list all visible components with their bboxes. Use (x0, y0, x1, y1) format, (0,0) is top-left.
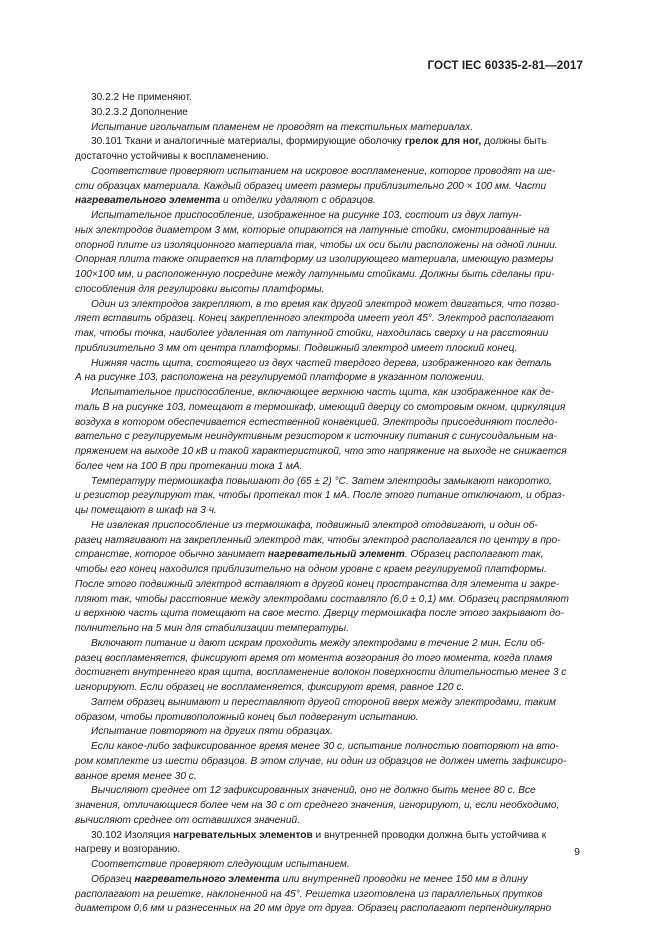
text-run: нагревательного элемента (134, 873, 280, 885)
text-run: Испытательное приспособление, включающее верхнюю часть щита, как изображенное как де- (91, 387, 555, 398)
text-run: 30.101 Ткани и аналогичные материалы, формирующие оболочку (91, 136, 405, 148)
text-run: достигнет внутреннего края щита, воспламенение волокон поверхности длительностью менее 3 с (75, 667, 567, 679)
text-run: более чем на 100 В при протекании тока 1 мА. (75, 460, 303, 472)
text-line (75, 578, 583, 593)
text-line (91, 519, 583, 534)
text-line (91, 784, 583, 799)
text-run: нагревательных элементов (173, 829, 313, 841)
text-run: Испытательное приспособление, изображенное на рисунке 103, состоит из двух латун- (91, 210, 522, 221)
text-run: Если какое-либо зафиксированное время менее 30 с, испытание полностью повторяют на вто- (91, 741, 559, 752)
text-line (91, 209, 583, 224)
text-run: таль В на рисунке 103, помещают в термошкаф, имеющий дверцу со смотровым окном, циркуляция (75, 401, 566, 413)
text-line (75, 327, 583, 342)
text-run: Нижняя часть щита, состоящего из двух частей твердого дерева, изображенного как деталь (91, 357, 552, 369)
text-run: нагреву и возгоранию. (75, 844, 181, 856)
text-line (91, 475, 583, 490)
text-line (91, 121, 583, 136)
text-line (75, 755, 583, 770)
text-line (75, 902, 583, 917)
text-run: нагревательного элемента (75, 195, 221, 207)
text-run: и внутренней проводки должна быть устойчива к (312, 829, 547, 841)
text-run: должны быть (481, 136, 547, 148)
document-body (75, 91, 583, 917)
text-run: располагают на решетке, наклоненной на 45°. Решетка изготовлена из параллельных прутков (75, 888, 543, 900)
text-line (75, 681, 583, 696)
text-line (91, 696, 583, 711)
text-line (91, 858, 583, 873)
text-run: чтобы его конец находился приблизительно на одном уровне с краем регулируемой платформы. (75, 564, 547, 575)
text-run: Опорная плита также опирается на платформу из изолирующего материала, имеющую размеры (75, 254, 554, 266)
text-line (91, 386, 583, 401)
text-line (91, 135, 583, 150)
text-run: воздуха в котором обеспечивается естественной конвекцией. Электроды присоединяют последо- (75, 416, 558, 428)
text-line (75, 312, 583, 327)
text-run: ванное время менее 30 с. (75, 770, 197, 782)
text-line (75, 445, 583, 460)
text-line (91, 106, 583, 121)
text-line (91, 637, 583, 652)
text-run: Соответствие проверяют следующим испытанием. (91, 859, 350, 870)
text-run: Температуру термошкафа повышают до (65 ± 2) °С. Затем электроды замыкают накоротко, (91, 475, 552, 487)
text-line (75, 652, 583, 667)
text-run: достаточно устойчивы к воспламенению. (75, 151, 269, 162)
text-run: игнорируют. Если образец не воспламеняется, фиксируют время, равное 120 с. (75, 682, 465, 693)
text-run: грелок для ног, (404, 136, 482, 148)
text-run: ляет вставить образец. Конец закрепленного электрода имеет угол 45°. Электрод располагают (75, 313, 554, 325)
text-line (75, 224, 583, 239)
text-line (75, 283, 583, 298)
text-run: разец натягивают на закрепленный электрод так, чтобы электрод располагался по центру в про- (75, 534, 561, 546)
text-run: Испытание повторяют на других пяти образцах. (91, 726, 333, 738)
text-line (75, 460, 583, 475)
text-line (75, 593, 583, 608)
text-run: 30.2.2 Не применяют. (91, 92, 192, 103)
text-run: и отделки удаляют с образцов. (220, 195, 376, 207)
text-run: значения, отличающиеся более чем на 30 с от среднего значения, игнорируют, и, если необходимо, (75, 800, 560, 811)
text-line (75, 563, 583, 578)
text-run: 100×100 мм, и расположенную посредине между латунными стойками. Должны быть сделаны при- (75, 269, 555, 280)
text-run: образом, чтобы противоположный конец был подвергнут испытанию. (75, 711, 419, 723)
text-line (75, 268, 583, 283)
text-line (75, 180, 583, 195)
text-run: пряжением на выходе 10 кВ и такой характеристикой, что это напряжение на выходе не снижается (75, 446, 567, 457)
text-line (91, 829, 583, 844)
text-run: Образец (91, 873, 135, 885)
text-line (75, 843, 583, 858)
text-line (75, 711, 583, 726)
text-line (75, 770, 583, 785)
text-line (91, 740, 583, 755)
text-run: сти образцах материала. Каждый образец имеет размеры приблизительно 200 × 100 мм. Части (75, 180, 547, 192)
text-line (75, 253, 583, 268)
text-line (75, 504, 583, 519)
text-line (75, 401, 583, 416)
text-line (91, 725, 583, 740)
text-line (75, 342, 583, 357)
text-line (75, 799, 583, 814)
text-run: Включают питание и дают искрам проходить между электродами в течение 2 мин. Если об- (91, 637, 545, 649)
text-run: способления для регулировки высоты платформы. (75, 283, 325, 295)
text-run: ных электродов диаметром 3 мм, которые опираются на латунные стойки, смонтированные на (75, 224, 550, 236)
text-run: После этого подвижный электрод вставляют в другой конец пространства для элемента и закре- (75, 578, 560, 590)
text-run: Испытание игольчатым пламенем не проводят на текстильных материалах. (91, 121, 474, 133)
text-run: диаметром 0,6 мм и разнесенных на 20 мм друг от друга. Образец располагают перпендикулярно (75, 903, 552, 915)
text-run: разец воспламеняется, фиксируют время от момента возгорания до того момента, когда пламя (75, 652, 553, 664)
text-run: Вычисляют среднее от 12 зафиксированных значений, оно не должно быть менее 80 с. Все (91, 785, 536, 797)
text-line (75, 622, 583, 637)
text-run: странстве, которое обычно занимает (75, 549, 268, 561)
text-line (91, 298, 583, 313)
text-line (75, 814, 583, 829)
text-run: Затем образец вынимают и переставляют другой стороной вверх между электродами, таким (91, 696, 556, 708)
text-line (75, 888, 583, 903)
text-line (91, 873, 583, 888)
text-run: или внутренней проводки не менее 150 мм в длину (279, 873, 528, 885)
text-line (75, 239, 583, 254)
text-run: ром комплекте из шести образцов. В этом случае, ни один из образцов не должен иметь зафиксиро- (75, 755, 567, 767)
text-run: 30.102 Изоляция (91, 829, 174, 841)
text-line (75, 194, 583, 209)
text-run: Не извлекая приспособление из термошкафа, подвижный электрод отодвигают, и один об- (91, 519, 538, 531)
text-line (75, 534, 583, 549)
text-run: цы помещают в шкаф на 3 ч. (75, 505, 217, 516)
text-run: полнительно на 5 мин для стабилизации температуры. (75, 623, 349, 634)
text-run: так, чтобы точка, наиболее удаленная от латунной стойки, находилась сверху и на расстоянии (75, 328, 549, 339)
text-run: приблизительно 3 мм от центра платформы. Подвижный электрод имеет плоский конец. (75, 342, 518, 354)
text-run: и резистор регулируют так, чтобы протекал ток 1 мА. После этого питание отключают, и образ- (75, 490, 565, 502)
text-run: А на рисунке 103, расположена на регулируемой платформе в указанном положении. (75, 372, 485, 384)
standard-header: ГОСТ IEC 60335-2-81—2017 (427, 59, 583, 72)
text-run: Соответствие проверяют испытанием на искровое воспламенение, которое проводят на ше- (91, 165, 556, 177)
text-run: пляют так, чтобы расстояние между электродами составляло (6,0 ± 0,1) мм. Образец распрямляют (75, 593, 569, 605)
text-run: вательно с регулируемым неиндуктивным резистором к источнику питания с синусоидальным на- (75, 431, 557, 443)
text-line (75, 666, 583, 681)
page-number: 9 (574, 846, 580, 858)
text-run: . Образец располагают так, (404, 549, 544, 561)
text-line (75, 548, 583, 563)
text-run: Один из электродов закрепляют, в то время как другой электрод может двигаться, что позво- (91, 298, 560, 310)
text-line (75, 489, 583, 504)
text-line (91, 357, 583, 372)
text-line (75, 430, 583, 445)
text-line (75, 150, 583, 165)
text-run: вычисляют среднее от оставшихся значений. (75, 814, 300, 826)
text-line (75, 607, 583, 622)
text-line (91, 91, 583, 106)
text-run: опорной плите из изоляционного материала так, чтобы их оси были расположены на одной линии. (75, 239, 558, 251)
text-line (91, 165, 583, 180)
text-line (75, 416, 583, 431)
text-run: нагревательный элемент (267, 549, 405, 561)
text-line (75, 371, 583, 386)
text-run: 30.2.3.2 Дополнение (91, 106, 188, 118)
text-run: и верхнюю часть щита помещают на свое место. Дверцу термошкафа после этого закрывают до- (75, 608, 564, 620)
